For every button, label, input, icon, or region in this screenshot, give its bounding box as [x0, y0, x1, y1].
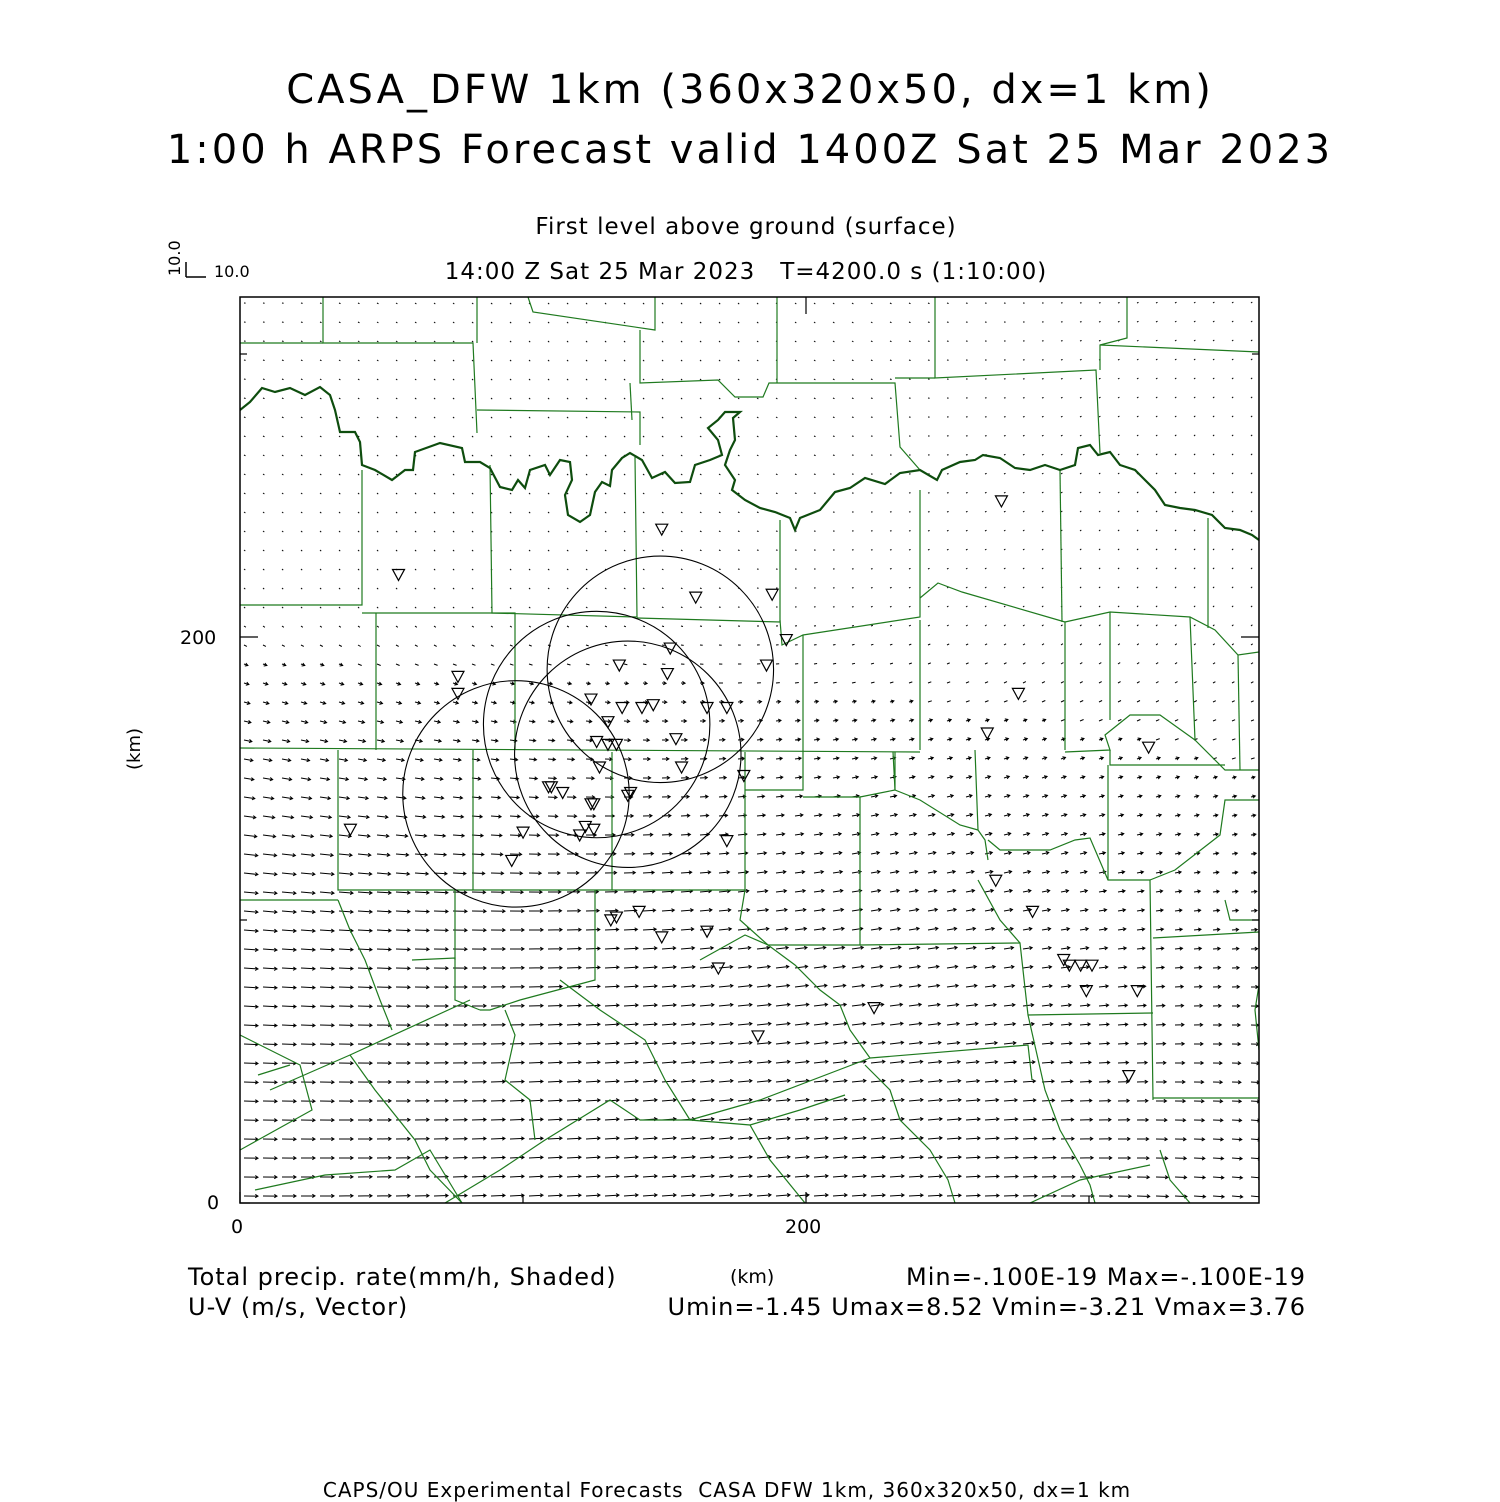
y-axis-unit: (km) — [124, 727, 145, 770]
x-tick-0: 0 — [231, 1216, 244, 1238]
station-marker — [1027, 906, 1039, 917]
shaded-field-label: Total precip. rate(mm/h, Shaded) — [188, 1263, 617, 1291]
station-marker — [1012, 688, 1024, 699]
station-marker — [647, 700, 659, 711]
y-tick-0: 0 — [207, 1192, 220, 1214]
station-marker — [1080, 986, 1092, 997]
station-marker — [661, 669, 673, 680]
station-marker — [613, 660, 625, 671]
station-marker — [995, 496, 1007, 507]
reference-vector — [165, 240, 250, 281]
station-marker — [701, 703, 713, 714]
station-marker — [868, 1003, 880, 1014]
station-marker — [506, 855, 518, 866]
station-marker — [452, 671, 464, 682]
station-marker — [610, 912, 622, 923]
y-tick-200: 200 — [180, 627, 217, 649]
station-marker — [690, 592, 702, 603]
vector-field-stats: Umin=-1.45 Umax=8.52 Vmin=-3.21 Vmax=3.76 — [667, 1293, 1306, 1321]
station-marker — [393, 569, 405, 580]
station-marker — [670, 734, 682, 745]
forecast-valid-time: 1:00 h ARPS Forecast valid 1400Z Sat 25 Mar 2023 — [166, 127, 1334, 173]
reference-vector-y-label: 10.0 — [165, 240, 184, 276]
station-marker — [1075, 960, 1087, 971]
station-marker — [676, 762, 688, 773]
station-marker — [1143, 742, 1155, 753]
level-label: First level above ground (surface) — [535, 214, 957, 240]
station-marker — [636, 703, 648, 714]
reference-vector-x-label: 10.0 — [214, 262, 250, 281]
station-marker — [585, 694, 597, 705]
station-marker — [712, 963, 724, 974]
station-marker — [344, 824, 356, 835]
station-marker — [656, 524, 668, 535]
county-boundaries — [240, 297, 1259, 1203]
station-marker — [721, 836, 733, 847]
station-marker — [664, 643, 676, 654]
station-marker — [981, 728, 993, 739]
station-markers — [344, 496, 1154, 1082]
map-title: CASA_DFW 1km (360x320x50, dx=1 km) — [286, 67, 1214, 113]
station-marker — [752, 1031, 764, 1042]
model-time-label: 14:00 Z Sat 25 Mar 2023 T=4200.0 s (1:10:00) — [444, 259, 1048, 285]
vector-field-label: U-V (m/s, Vector) — [188, 1293, 409, 1321]
shaded-field-stats: Min=-.100E-19 Max=-.100E-19 — [906, 1263, 1306, 1291]
station-marker — [766, 589, 778, 600]
x-tick-200: 200 — [785, 1216, 822, 1238]
station-marker — [656, 932, 668, 943]
credit-line: CAPS/OU Experimental Forecasts CASA DFW 1km, 360x320x50, dx=1 km — [322, 1478, 1132, 1502]
station-marker — [557, 787, 569, 798]
station-marker — [602, 739, 614, 750]
radar-ring — [547, 556, 773, 782]
state-border — [240, 387, 1259, 540]
station-marker — [990, 875, 1002, 886]
station-marker — [1123, 1071, 1135, 1082]
station-marker — [591, 737, 603, 748]
station-marker — [760, 660, 772, 671]
x-axis-unit: (km) — [730, 1266, 775, 1288]
station-marker — [1086, 960, 1098, 971]
